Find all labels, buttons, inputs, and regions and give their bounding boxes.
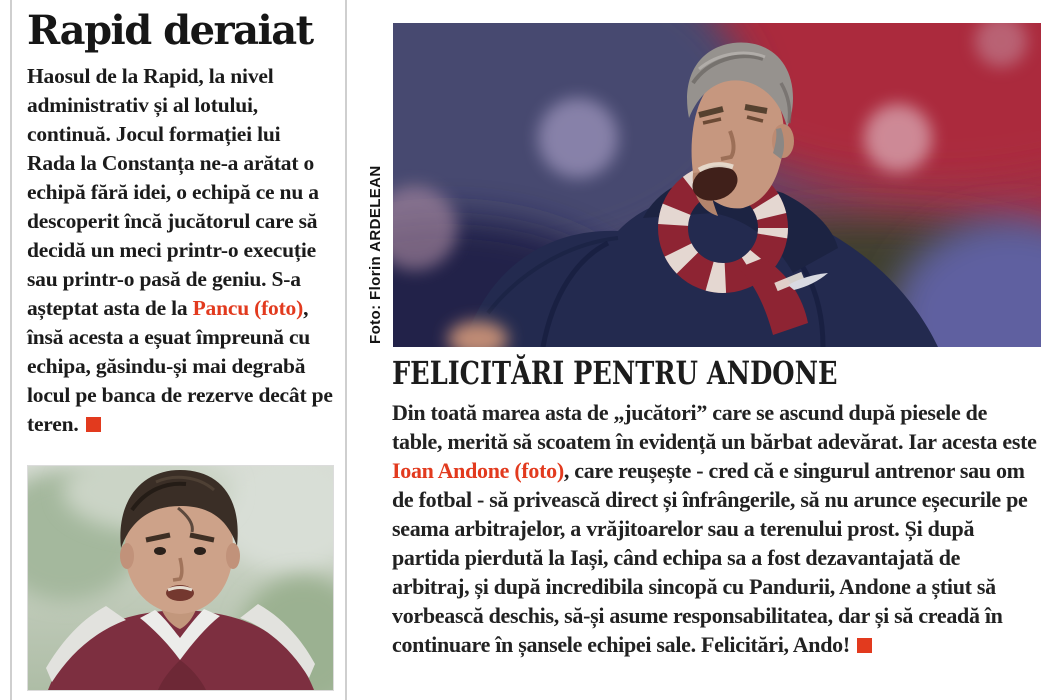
right-body-text-continued: , care reușește - cred că e singurul antrenor sau om de fotbal - să privească direct și înfrângerile, să nu arunce eșecurile pe seama arbitrajelor, a vrăjitoarelor sau a terenului prost. Și după partida pierdută la Iași, când echipa sa a fost dezavantajată de arbitraj, și după incredibila sincopă cu Pandurii, Andone a știut să vorbească deschis, să-și asume responsabilitatea, dar și să creadă în continuare în șansele echipei sale. Felicitări, Ando! <box>392 458 1028 657</box>
ioan-andone-foto-highlight: Ioan Andone (foto) <box>392 458 564 483</box>
left-body-text-continued: , însă acesta a eșuat împreună cu echipa, găsindu-și mai degrabă locul pe banca de rezerve decât pe teren. <box>27 296 333 436</box>
article-end-marker-icon <box>86 417 101 432</box>
column-rule-middle <box>345 0 347 700</box>
right-body-text: Din toată marea asta de „jucători” care se ascund după piesele de table, merită să scoatem în evidență un bărbat adevărat. Iar acesta este <box>392 400 1037 454</box>
pancu-photo-illustration <box>28 466 333 690</box>
pancu-photo <box>28 466 333 690</box>
andone-photo <box>393 23 1041 347</box>
right-article-headline: FELICITĂRI PENTRU ANDONE <box>392 354 838 392</box>
pancu-foto-highlight: Pancu (foto) <box>192 296 304 320</box>
right-article-body <box>392 398 1042 659</box>
photo-credit: Foto: Florin ARDELEAN <box>367 165 384 344</box>
column-rule-left <box>10 0 12 700</box>
left-article-headline: Rapid deraiat <box>27 7 313 54</box>
left-body-text: Haosul de la Rapid, la nivel administrativ și al lotului, continuă. Jocul formației lui Rada la Constanța ne-a arătat o echipă fără idei, o echipă ce nu a descoperit încă jucătorul care să decidă un meci printr-o execuție sau printr-o pasă de geniu. S-a așteptat asta de la <box>27 64 319 320</box>
andone-photo-illustration <box>393 23 1041 347</box>
left-article-body <box>27 62 333 439</box>
left-article <box>27 0 333 439</box>
article-end-marker-icon <box>857 638 872 653</box>
